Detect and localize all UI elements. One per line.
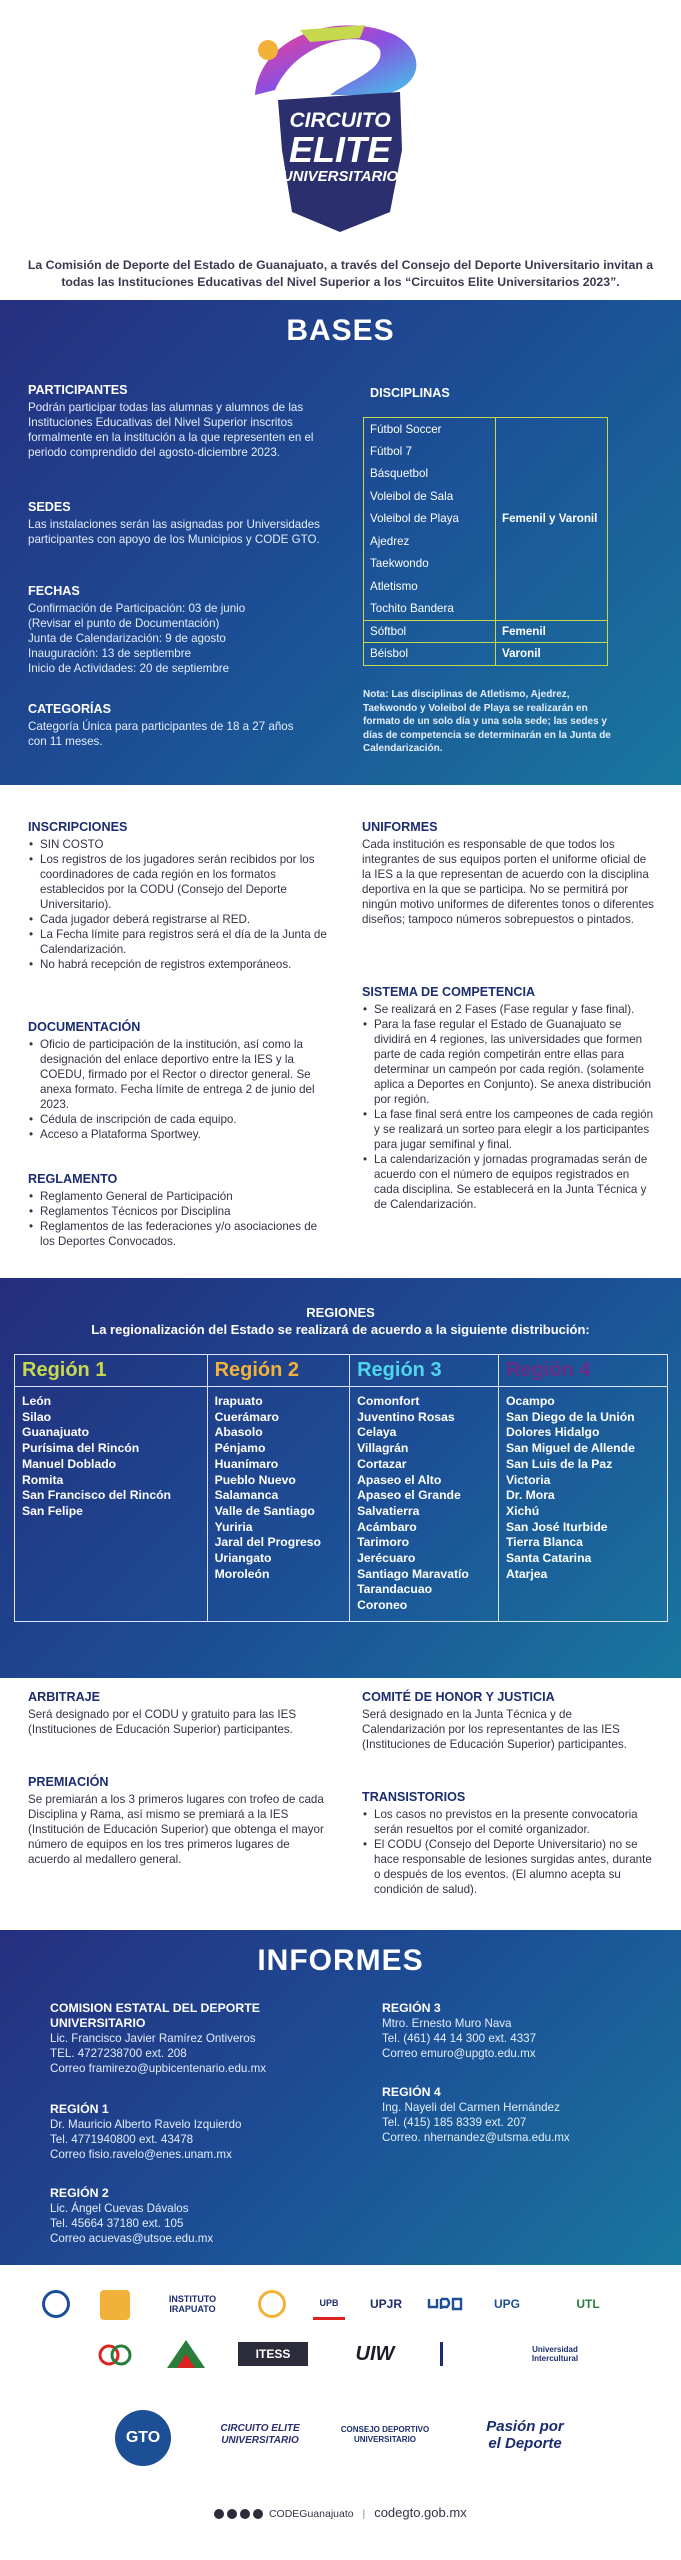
facebook-icon[interactable] [227,2509,237,2519]
website-link[interactable]: codegto.gob.mx [374,2505,467,2520]
region-place: Abasolo [214,1425,263,1440]
intro-text: La Comisión de Deporte del Estado de Guanajuato, a través del Consejo del Deporte Universitario invitan a todas las Instituciones Educativas del Nivel Superior a los “Circuitos Elite Universitarios 2023”. [27,258,654,289]
regiones-heading [0,1304,681,1338]
comite-block [362,1690,657,1752]
transitorios-title: TRANSISTORIOS [362,1790,466,1804]
region-place: Uriangato [214,1551,272,1566]
region-place: Santa Catarina [505,1551,592,1566]
region-header: Región 4 [498,1355,667,1387]
university-seal-icon [42,2290,70,2318]
disciplina-gender-cell: Femenil y Varonil [496,418,608,621]
contact-heading: REGIÓN 2 [50,2186,109,2200]
fechas-title: FECHAS [28,584,80,598]
disciplina-cell: Voleibol de Sala [364,485,496,508]
region-place: Ocampo [505,1394,555,1408]
region-place: Dolores Hidalgo [505,1425,600,1440]
inscripciones-title: INSCRIPCIONES [28,820,128,834]
uniformes-block [362,820,657,927]
disciplina-cell: Béisbol [364,643,496,666]
logo-upb: UPB [313,2288,345,2320]
instagram-icon[interactable] [240,2509,250,2519]
logo-upjr: UPJR [369,2297,402,2311]
informes-contact [50,2001,340,2076]
contact-line: Tel. (415) 185 8339 ext. 207 [382,2116,527,2129]
fechas-line: Confirmación de Participación: 03 de junio [28,602,246,615]
contact-line: Correo fisio.ravelo@enes.unam.mx [50,2148,232,2161]
region-place: Tarimoro [357,1535,410,1550]
sedes-block [28,500,328,547]
list-item: • Reglamentos de las federaciones y/o asociaciones de los Deportes Convocados. [28,1219,328,1249]
logo-uiw: UIW [355,2342,395,2365]
region-place: Victoria [505,1472,551,1487]
region-place: Comonfort [357,1394,420,1408]
informes-section [0,1930,681,2265]
list-item: • Oficio de participación de la institución, así como la designación del enlace deportivo entre la IES y la COEDU, firmado por el Rector o director general. Se anexa formato. Fecha límite de entrega 2 de junio del 2023. [28,1037,328,1112]
logo-line3: UNIVERSITARIO [281,168,399,185]
reglamento-block [28,1172,328,1249]
uniformes-title: UNIFORMES [362,820,438,834]
region-place: Xichú [505,1503,540,1518]
sedes-text: Las instalaciones serán las asignadas por Universidades participantes con apoyo de los Municipios y CODE GTO. [28,518,320,546]
documentacion-block [28,1020,328,1142]
informes-contact [382,2001,662,2061]
list-item: • Cada jugador deberá registrarse al RED. [28,912,328,927]
bases-title: BASES [286,314,395,347]
list-item: • SIN COSTO [28,837,328,852]
region-place: Juventino Rosas [357,1409,455,1424]
list-item: • No habrá recepción de registros extemporáneos. [28,957,328,972]
disciplina-gender-cell: Femenil [496,620,608,643]
region-header: Región 3 [350,1355,499,1387]
region-place: Apaseo el Grande [357,1488,461,1503]
regiones-subtitle: La regionalización del Estado se realizará de acuerdo a la siguiente distribución: [91,1322,590,1337]
arbitraje-text: Será designado por el CODU y gratuito para las IES (Instituciones de Educación Superior) participantes. [28,1708,297,1736]
contact-line: Correo. nhernandez@utsma.edu.mx [382,2131,570,2144]
region-places [498,1387,667,1622]
arbitraje-title: ARBITRAJE [28,1690,101,1704]
fechas-line: Junta de Calendarización: 9 de agosto [28,632,226,645]
comite-text: Será designado en la Junta Técnica y de Calendarización por los representantes de las IES (Instituciones de Educación Superior) participantes. [362,1708,627,1751]
region-place: San Felipe [22,1503,83,1518]
region-place: Jerécuaro [357,1551,416,1566]
region-place: Cuerámaro [214,1409,279,1424]
disciplina-cell: Sóftbol [364,620,496,643]
logo-upg: UPG [493,2297,520,2311]
sistema-title: SISTEMA DE COMPETENCIA [362,985,536,999]
informes-contact [50,2186,340,2246]
informes-contact [50,2102,340,2162]
reglamento-title: REGLAMENTO [28,1172,118,1186]
list-item: • La calendarización y jornadas programadas serán de acuerdo con el número de equipos registrados en cada disciplina. Se establecerá en la Junta Técnica y de Calendarización. [362,1152,657,1212]
list-item: • Reglamento General de Participación [28,1189,328,1204]
region-header: Región 2 [207,1355,350,1387]
sedes-title: SEDES [28,500,71,514]
premiacion-block [28,1775,328,1867]
regiones-section [0,1278,681,1678]
region-place: Cortazar [357,1456,407,1471]
region-place: Yuriria [214,1519,253,1534]
region-place: Manuel Doblado [22,1456,117,1471]
contact-line: Lic. Francisco Javier Ramírez Ontiveros [50,2032,256,2045]
logo-line2: ELITE [288,129,391,170]
region-place: Irapuato [214,1394,263,1408]
inscripciones-block [28,820,328,972]
list-item: • Se realizará en 2 Fases (Fase regular y fase final). [362,1002,657,1017]
contact-line: Ing. Nayeli del Carmen Hernández [382,2101,560,2114]
region-place: Jaral del Progreso [214,1535,321,1550]
disciplinas-title: DISCIPLINAS [370,386,450,400]
list-item: • Acceso a Plataforma Sportwey. [28,1127,328,1142]
disciplinas-note: Nota: Las disciplinas de Atletismo, Ajedrez, Taekwondo y Voleibol de Playa se realizarán en formato de un solo día y una sola sede; las sedes y días de competencia se determinarán en la Junta de Calendarización. [363,689,611,754]
region-place: Villagrán [357,1441,409,1456]
logo-line1: CIRCUITO [289,109,391,132]
logo-utl: UTL [576,2297,600,2311]
informes-contact [382,2085,662,2145]
logos-area [0,2280,681,2500]
list-item: • El CODU (Consejo del Deporte Universitario) no se hace responsable de lesiones surgidas antes, durante o después de los eventos. (El alumno acepta su condición de salud). [362,1837,657,1897]
university-logo-icon [440,2342,495,2366]
region-place: Moroleón [214,1566,270,1581]
bases-section [0,300,681,785]
documentacion-title: DOCUMENTACIÓN [28,1020,141,1034]
region-place: Purísima del Rincón [22,1441,140,1456]
region-place: San Luis de la Paz [505,1456,613,1471]
region-place: Santiago Maravatío [357,1566,469,1581]
contact-line: TEL. 4727238700 ext. 208 [50,2047,187,2060]
list-item: • La fase final será entre los campeones de cada región y se realizará un sorteo para elegir a los participantes para jugar semifinal y final. [362,1107,657,1152]
contact-line: Correo framirezo@upbicentenario.edu.mx [50,2062,267,2075]
categorias-title: CATEGORÍAS [28,702,112,716]
region-place: Atarjea [505,1566,548,1581]
logo-pasion-por-el-deporte: Pasión por el Deporte [486,2418,564,2452]
list-item: • Los casos no previstos en la presente convocatoria serán resueltos por el comité organizador. [362,1807,657,1837]
logo-universidad-intercultural: Universidad Intercultural [531,2345,579,2363]
contact-heading: REGIÓN 1 [50,2102,109,2116]
contact-line: Correo emuro@upgto.edu.mx [382,2047,536,2060]
logo-gto: GTO [115,2410,171,2466]
fechas-block [28,584,328,676]
region-place: Tarandacuao [357,1582,433,1597]
disciplina-cell: Fútbol Soccer [364,418,496,441]
region-place: Guanajuato [22,1425,90,1440]
logo-consejo-deportivo: CONSEJO DEPORTIVO UNIVERSITARIO [340,2425,430,2444]
region-place: Valle de Santiago [214,1503,315,1518]
disciplina-cell: Ajedrez [364,530,496,553]
categorias-text: Categoría Única para participantes de 18 a 27 años con 11 meses. [28,720,294,748]
disciplina-cell: Taekwondo [364,553,496,576]
region-place: San Diego de la Unión [505,1409,635,1424]
contact-line: Tel. (461) 44 14 300 ext. 4337 [382,2032,537,2045]
participantes-block [28,383,328,460]
disciplina-cell: Voleibol de Playa [364,508,496,531]
arbitraje-block [28,1690,328,1737]
twitter-icon[interactable] [214,2509,224,2519]
region-places [15,1387,208,1622]
contact-line: Dr. Mauricio Alberto Ravelo Izquierdo [50,2118,242,2131]
contact-heading: REGIÓN 4 [382,2085,441,2099]
region-place: Pueblo Nuevo [214,1472,296,1487]
region-header: Región 1 [15,1355,208,1387]
fechas-line: (Revisar el punto de Documentación) [28,617,220,630]
region-place: Tierra Blanca [505,1535,583,1550]
transitorios-block [362,1790,657,1897]
region-place: San Miguel de Allende [505,1441,635,1456]
region-place: Acámbaro [357,1519,417,1534]
disciplina-gender-cell: Varonil [496,643,608,666]
region-place: Dr. Mora [505,1488,555,1503]
region-place: Celaya [357,1425,397,1440]
participantes-title: PARTICIPANTES [28,383,128,397]
categorias-block [28,702,313,749]
contact-line: Tel. 45664 37180 ext. 105 [50,2217,184,2230]
list-item: • Los registros de los jugadores serán recibidos por los coordinadores de cada región en los formatos establecidos por la CODU (Consejo del Deporte Universitario). [28,852,328,912]
region-place: Apaseo el Alto [357,1472,442,1487]
footer [0,2505,681,2520]
region-place: San Francisco del Rincón [22,1488,171,1503]
fechas-line: Inauguración: 13 de septiembre [28,647,192,660]
logo-circuito-elite: CIRCUITO ELITE UNIVERSITARIO [220,2423,300,2446]
logo-area [0,0,681,250]
region-place: Romita [22,1472,64,1487]
university-seal-icon [258,2290,286,2318]
region-place: Silao [22,1409,52,1424]
region-places [350,1387,499,1622]
uniformes-text: Cada institución es responsable de que todos los integrantes de sus equipos porten el uniforme oficial de la IES a la que representan de acuerdo con la disciplina deportiva en la que se participa. No se permitirá por ningún motivo uniformes de diferentes tonos o diferentes diseños; tampoco números sobrepuestos o pintados. [362,838,654,926]
regiones-table [14,1354,668,1622]
university-logo-icon [425,2292,465,2316]
region-place: San José Iturbide [505,1519,608,1534]
region-places [207,1387,350,1622]
disciplinas-table [363,417,608,666]
region-place: Salamanca [214,1488,279,1503]
disciplina-cell: Básquetbol [364,463,496,486]
social-handle[interactable]: CODEGuanajuato [268,2508,354,2520]
contact-line: Tel. 4771940800 ext. 43478 [50,2133,194,2146]
sistema-block [362,985,657,1212]
disciplina-cell: Atletismo [364,575,496,598]
contact-line: Correo acuevas@utsoe.edu.mx [50,2232,214,2245]
divider: | [362,2508,366,2520]
regiones-title: REGIONES [306,1305,375,1320]
logo-instituto-irapuato: INSTITUTO IRAPUATO [168,2294,217,2314]
disciplina-cell: Tochito Bandera [364,598,496,621]
informes-title: INFORMES [257,1944,424,1977]
university-logo-icon [160,2334,212,2374]
region-place: Pénjamo [214,1441,266,1456]
premiacion-text: Se premiarán a los 3 primeros lugares con trofeo de cada Disciplina y Rama, así mismo se premiará a la IES (Institución de Educación Superior) que obtenga el mayor número de equipos en los tres primeros lugares de acuerdo al medallero general. [28,1793,324,1866]
premiacion-title: PREMIACIÓN [28,1775,109,1789]
region-place: Huanímaro [214,1456,279,1471]
logo-itess: ITESS [238,2342,308,2366]
university-shield-icon [100,2290,130,2320]
disciplina-cell: Fútbol 7 [364,440,496,463]
contact-heading: COMISION ESTATAL DEL DEPORTE UNIVERSITARIO [50,2001,260,2030]
list-item: • Reglamentos Técnicos por Disciplina [28,1204,328,1219]
youtube-icon[interactable] [253,2509,263,2519]
list-item: • Cédula de inscripción de cada equipo. [28,1112,328,1127]
fechas-line: Inicio de Actividades: 20 de septiembre [28,662,230,675]
participantes-text: Podrán participar todas las alumnas y alumnos de las Instituciones Educativas del Nivel Superior inscritos formalmente en la institución a la que representen en el periodo comprendido del agosto-diciembre 2023. [28,401,314,459]
region-place: León [22,1394,52,1408]
region-place: Salvatierra [357,1503,420,1518]
list-item: • La Fecha límite para registros será el día de la Junta de Calendarización. [28,927,328,957]
contact-heading: REGIÓN 3 [382,2001,441,2015]
contact-line: Lic. Ángel Cuevas Dávalos [50,2202,189,2215]
region-place: Coroneo [357,1598,408,1613]
list-item: • Para la fase regular el Estado de Guanajuato se dividirá en 4 regiones, las universidades que formen parte de cada región competirán entre ellas para determinar un campeón por cada región. (solamente aplica a Deportes en Conjunto). Se anexa distribución por región. [362,1017,657,1107]
university-logo-icon [95,2338,135,2372]
comite-title: COMITÉ DE HONOR Y JUSTICIA [362,1690,555,1704]
contact-line: Mtro. Ernesto Muro Nava [382,2017,512,2030]
